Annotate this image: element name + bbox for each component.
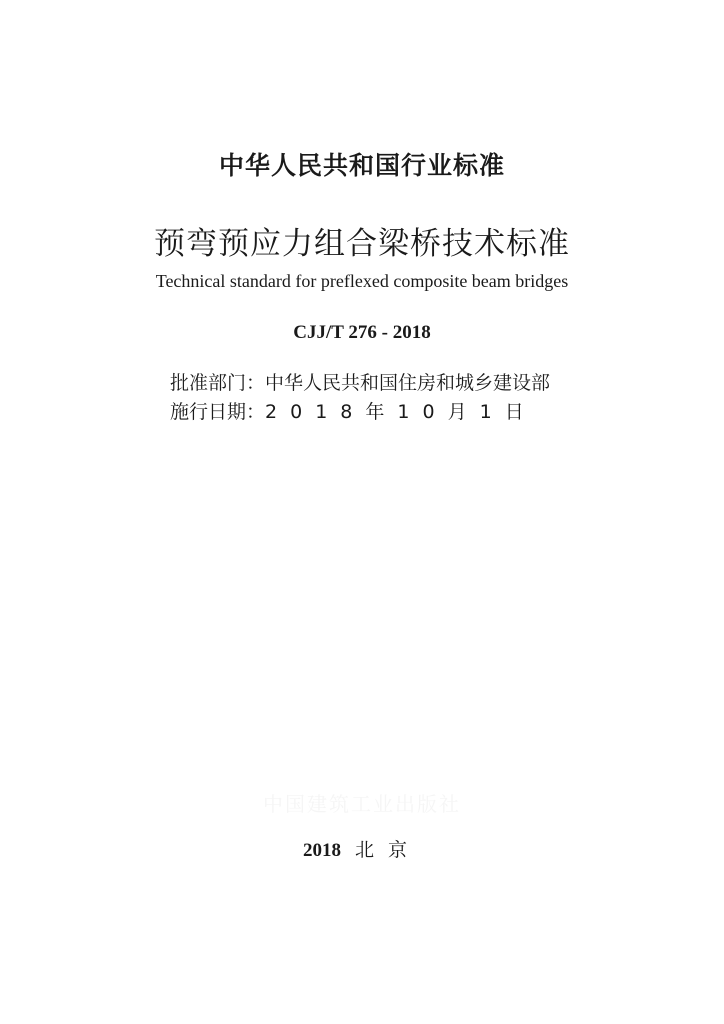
effective-date-row [170,397,537,424]
standard-code: CJJ/T 276 - 2018 [293,322,431,343]
date-char: 1 [397,401,410,423]
publication-imprint [0,835,724,862]
publisher-watermark: 中国建筑工业出版社 [263,792,461,816]
approval-department-row [170,368,550,395]
date-char: 0 [290,401,303,423]
date-char: 8 [340,401,353,423]
date-char: 年 [365,401,385,423]
imprint-city: 北京 [354,839,421,861]
approval-value: 中华人民共和国住房和城乡建设部 [265,372,551,394]
date-char: 0 [422,401,435,423]
date-char: 2 [265,401,278,423]
date-char: 1 [315,401,328,423]
date-char: 月 [447,401,467,423]
standard-category-heading: 中华人民共和国行业标准 [218,151,505,180]
approval-label: 批准部门： [170,372,266,394]
date-char: 日 [504,401,524,423]
imprint-year: 2018 [302,840,341,861]
document-title-chinese: 预弯预应力组合梁桥技术标准 [154,226,570,262]
date-char: 1 [479,401,492,423]
effective-date-value [265,401,537,423]
document-title-english: Technical standard for preflexed composite beam bridges [155,271,569,291]
effective-date-label: 施行日期： [170,401,266,423]
